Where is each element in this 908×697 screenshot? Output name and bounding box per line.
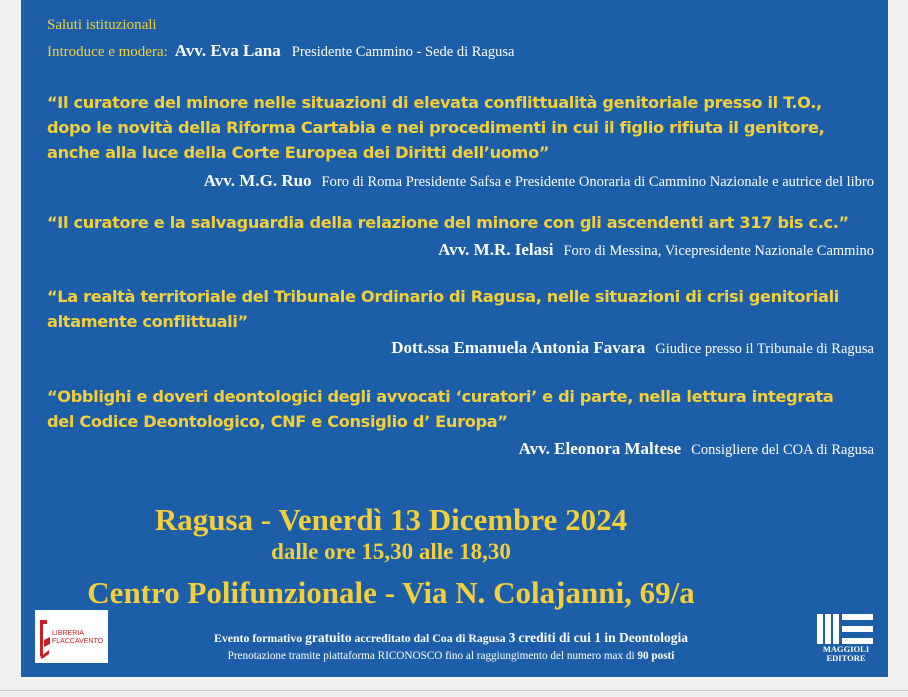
footer-line-2 <box>21 650 881 662</box>
footer-posti: 90 posti <box>637 650 675 662</box>
libreria-flaccavento-logo <box>35 610 108 663</box>
footer-credits: crediti di cui 1 in Deontologia <box>518 630 689 645</box>
speaker-name: Avv. Eleonora Maltese <box>518 439 682 458</box>
event-date: Ragusa - Venerdì 13 Dicembre 2024 <box>154 502 628 537</box>
talk-3-line-2: altamente conflittuali” <box>47 312 248 331</box>
speaker-role: Foro di Roma Presidente Safsa e Presidente Onoraria di Cammino Nazionale e autrice del libro <box>321 174 874 190</box>
maggioli-editore-logo <box>815 612 875 664</box>
speaker-role: Giudice presso il Tribunale di Ragusa <box>655 341 874 357</box>
footer-prenotazione: Prenotazione tramite piattaforma RICONOSCO fino al raggiungimento del numero max di <box>227 650 635 662</box>
speaker-name: Avv. M.G. Ruo <box>203 171 312 190</box>
libreria-line-2: FLACCAVENTO <box>52 638 104 645</box>
speaker-role: Consigliere del COA di Ragusa <box>691 442 874 458</box>
maggioli-line-2: EDITORE <box>826 653 866 663</box>
page-divider <box>0 690 908 691</box>
libreria-logo-text <box>52 630 103 646</box>
speaker-role: Foro di Messina, Vicepresidente Nazionale Cammino <box>563 243 874 259</box>
talk-1-line-2: dopo le novità della Riforma Cartabia e nei procedimenti in cui il figlio rifiuta il genitore, <box>47 118 825 137</box>
talk-4-title <box>47 384 833 434</box>
footer-line-1 <box>21 630 881 646</box>
introduce-label: Introduce e modera: <box>47 44 168 60</box>
moderator-line <box>47 41 514 61</box>
moderator-name: Avv. Eva Lana <box>174 41 281 60</box>
talk-1-line-1: “Il curatore del minore nelle situazioni di elevata conflittualità genitoriale presso il T.O., <box>47 93 822 112</box>
talk-4-line-2: del Codice Deontologico, CNF e Consiglio d’ Europa” <box>47 412 508 431</box>
talk-1-line-3: anche alla luce della Corte Europea dei Diritti dell’uomo” <box>47 143 550 162</box>
maggioli-logo-icon <box>815 612 875 646</box>
footer-evento: Evento formativo <box>213 631 303 645</box>
talk-3-line-1: “La realtà territoriale del Tribunale Ordinario di Ragusa, nelle situazioni di crisi genitoriali <box>47 287 840 306</box>
event-time: dalle ore 15,30 alle 18,30 <box>271 539 511 564</box>
footer-gratuito: gratuito <box>305 630 352 645</box>
talk-4-line-1: “Obblighi e doveri deontologici degli avvocati ‘curatori’ e di parte, nella lettura integrata <box>47 387 834 406</box>
libreria-line-1: LIBRERIA <box>52 630 84 637</box>
talk-2-line-1: “Il curatore e la salvaguardia della relazione del minore con gli ascendenti art 317 bis c.c.” <box>47 213 849 232</box>
maggioli-logo-text <box>815 645 877 663</box>
footer-credits-number: 3 <box>508 630 516 645</box>
talk-3-title <box>47 284 839 334</box>
saluti-istituzionali: Saluti istituzionali <box>47 17 157 33</box>
talk-3-speaker <box>391 338 874 358</box>
talk-4-speaker <box>519 439 874 459</box>
talk-2-title <box>47 210 849 235</box>
footer-accreditato: accreditato dal Coa di Ragusa <box>354 631 506 645</box>
speaker-name: Avv. M.R. Ielasi <box>438 240 554 259</box>
talk-1-speaker <box>204 171 874 191</box>
event-venue: Centro Polifunzionale - Via N. Colajanni, 69/a <box>87 575 695 610</box>
speaker-name: Dott.ssa Emanuela Antonia Favara <box>391 338 646 357</box>
moderator-role: Presidente Cammino - Sede di Ragusa <box>291 44 515 60</box>
event-poster <box>21 0 888 677</box>
talk-2-speaker <box>438 240 874 260</box>
talk-1-title <box>47 90 824 165</box>
maggioli-line-1: MAGGIOLI <box>822 644 870 654</box>
